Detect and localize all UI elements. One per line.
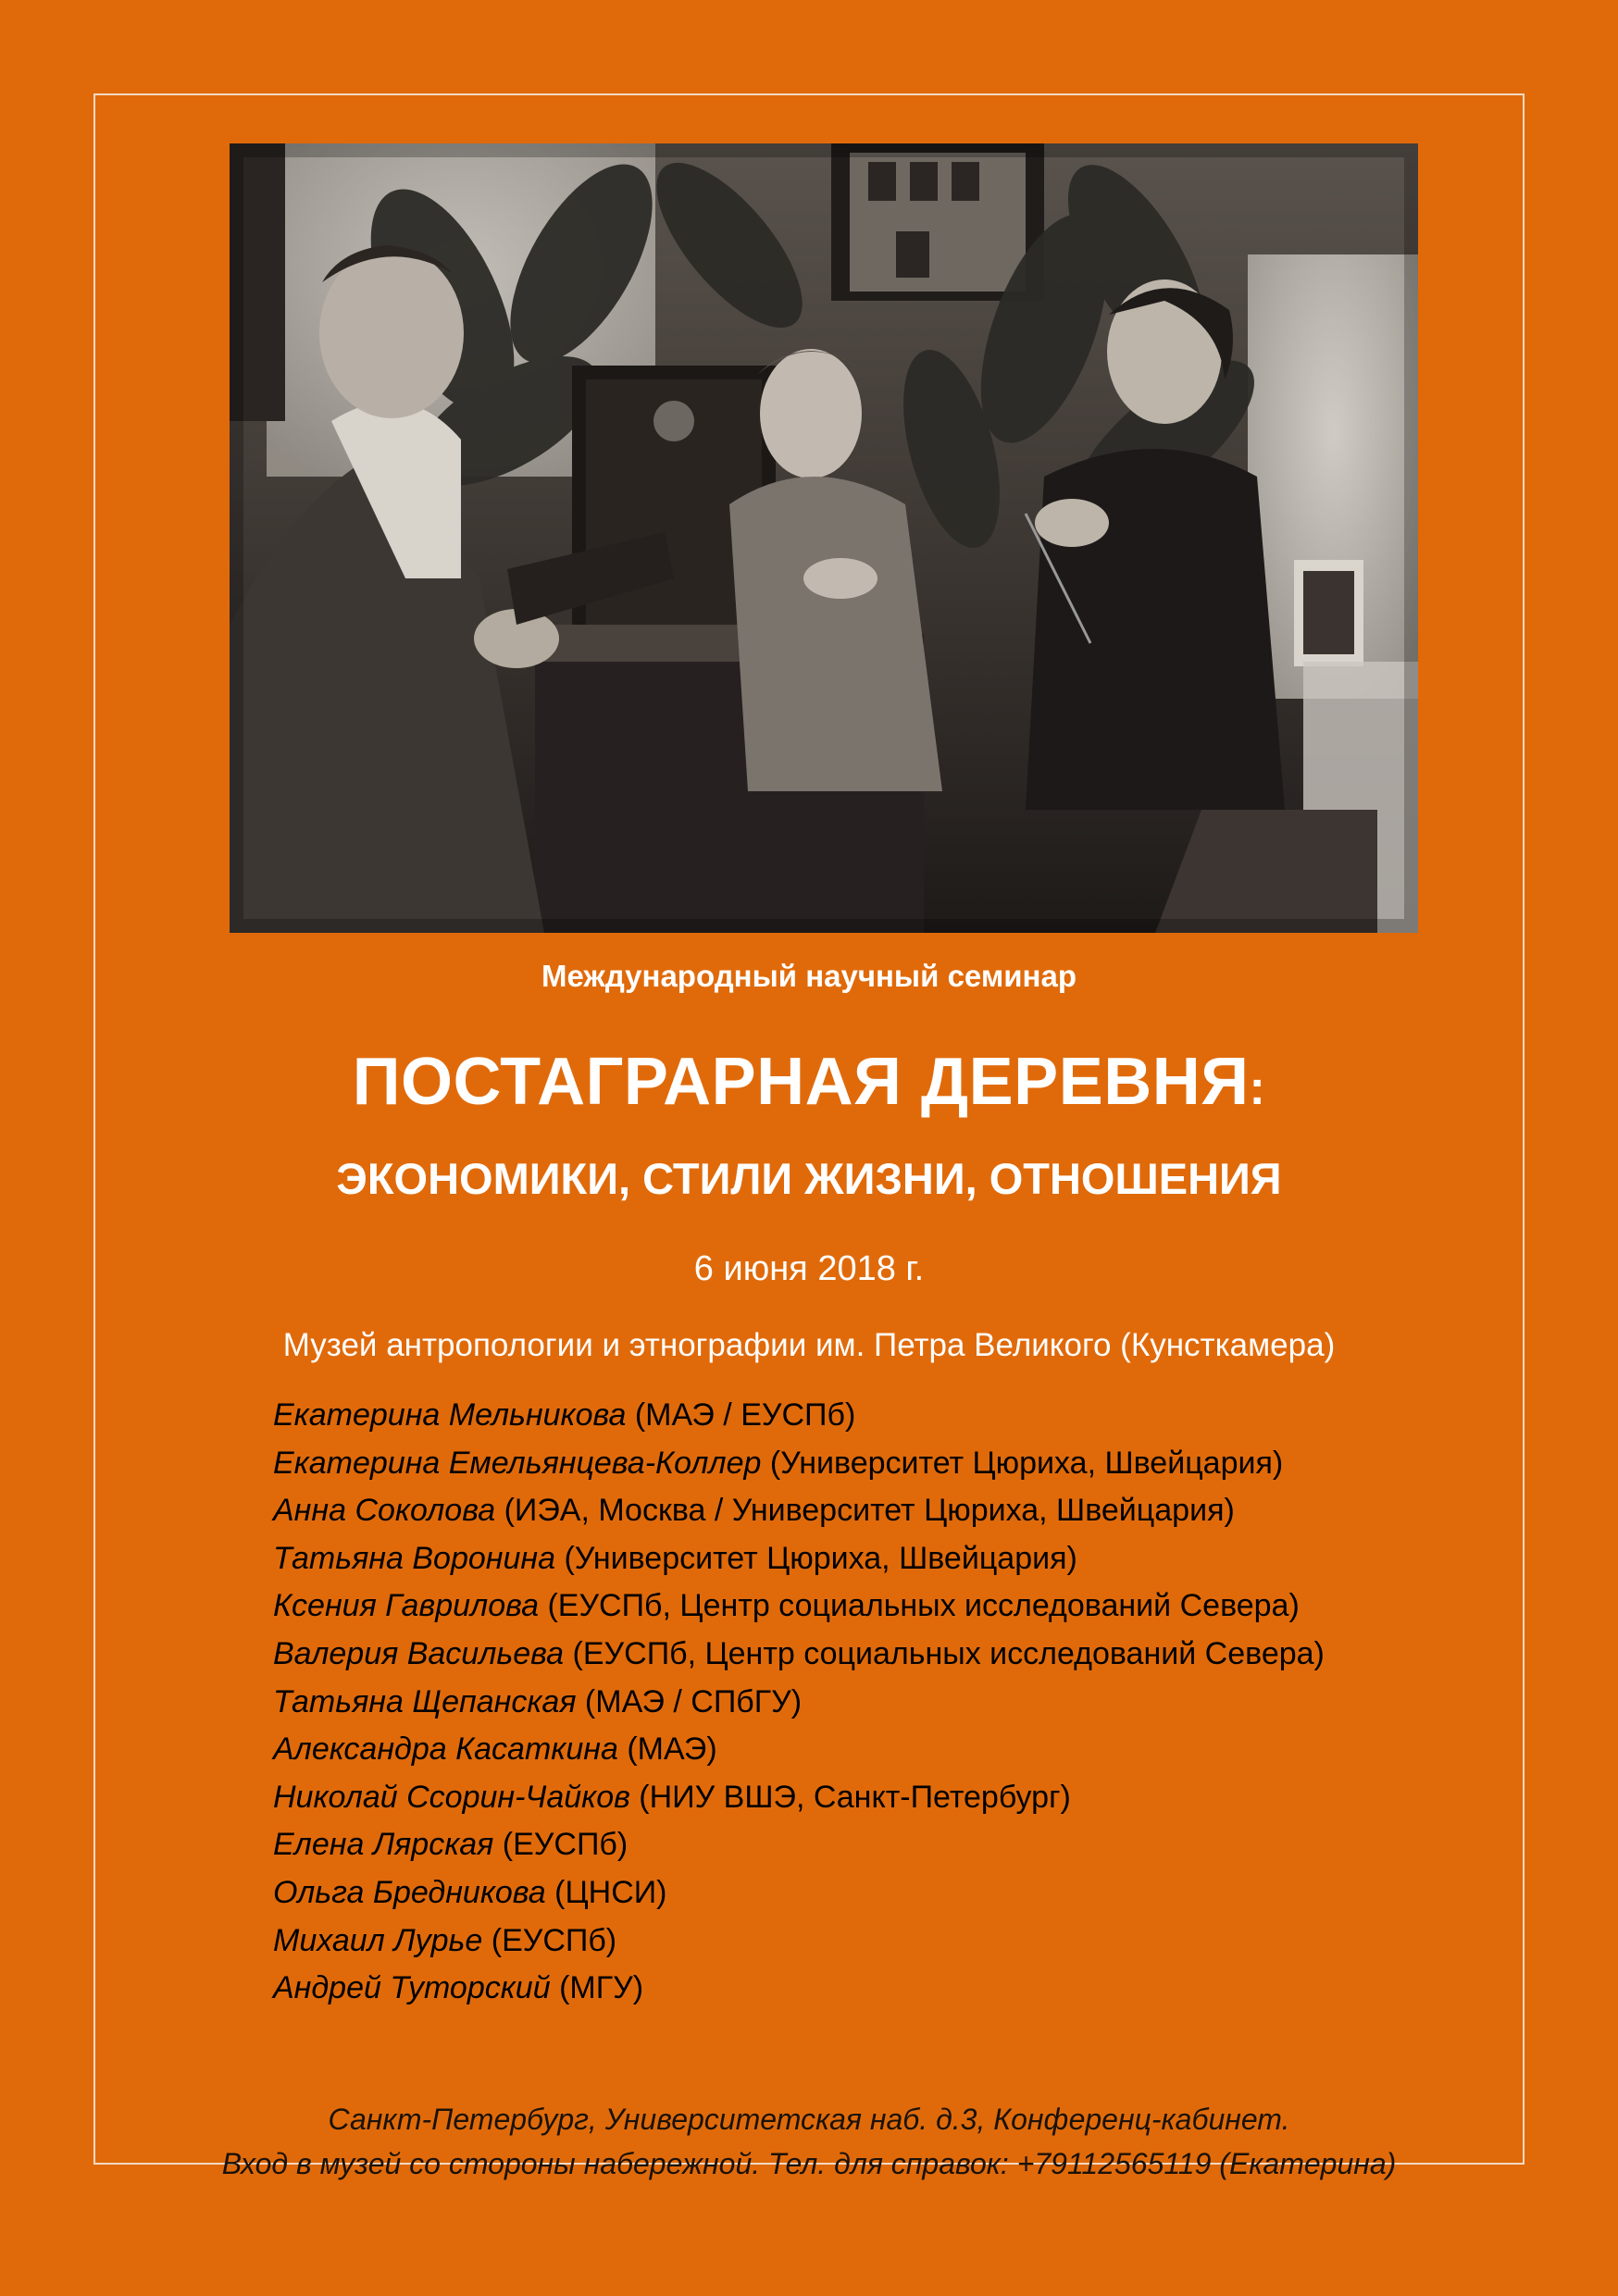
speaker-name: Валерия Васильева: [273, 1635, 565, 1671]
speaker-item: [273, 1392, 1458, 1440]
speaker-name: Елена Лярская: [273, 1827, 494, 1863]
speaker-affiliation: (ЦНСИ): [545, 1874, 667, 1910]
speaker-affiliation: (ЕУСПб, Центр социальных исследований Севера): [564, 1635, 1325, 1671]
seminar-type: Международный научный семинар: [541, 959, 1077, 993]
poster-title: [93, 1044, 1525, 1120]
speaker-item: [273, 1487, 1458, 1535]
speaker-item: [273, 1774, 1458, 1822]
speaker-affiliation: (МАЭ / СПбГУ): [576, 1683, 803, 1719]
title-text: ПОСТАГРАРНАЯ ДЕРЕВНЯ: [352, 1045, 1250, 1119]
speaker-item: [273, 1965, 1458, 2013]
speaker-name: Николай Ссорин-Чайков: [273, 1779, 630, 1815]
speaker-item: [273, 1679, 1458, 1727]
speaker-item: [273, 1631, 1458, 1679]
speaker-item: [273, 1440, 1458, 1488]
footer-address: Санкт-Петербург, Университетская наб. д.3, Конференц-кабинет.: [328, 2103, 1290, 2136]
title-colon: :: [1249, 1061, 1266, 1115]
speaker-name: Татьяна Щепанская: [273, 1683, 577, 1719]
speaker-name: Ксения Гаврилова: [273, 1588, 540, 1624]
speaker-name: Татьяна Воронина: [273, 1540, 556, 1576]
event-venue: Музей антропологии и этнографии им. Петра Великого (Кунсткамера): [282, 1327, 1336, 1363]
speaker-item: [273, 1821, 1458, 1869]
speaker-item: [273, 1535, 1458, 1583]
speaker-affiliation: (Университет Цюриха, Швейцария): [555, 1540, 1077, 1576]
speaker-item: [273, 1726, 1458, 1774]
speaker-affiliation: (МАЭ): [617, 1731, 717, 1768]
speaker-affiliation: (ЕУСПб): [493, 1827, 629, 1863]
speaker-item: [273, 1582, 1458, 1631]
poster-tagline: ЭКОНОМИКИ, СТИЛИ ЖИЗНИ, ОТНОШЕНИЯ: [336, 1154, 1282, 1203]
speaker-item: [273, 1869, 1458, 1917]
speaker-affiliation: (ЕУСПб, Центр социальных исследований Севера): [539, 1588, 1300, 1624]
speaker-affiliation: (МАЭ / ЕУСПб): [626, 1397, 856, 1433]
speaker-affiliation: (ЕУСПб): [482, 1922, 617, 1958]
speakers-list: [273, 1392, 1458, 2013]
archival-family-photo-icon: [230, 143, 1418, 933]
archival-photo: [230, 143, 1418, 933]
speaker-name: Екатерина Емельянцева-Коллер: [273, 1445, 762, 1481]
footer-contact: Вход в музей со стороны набережной. Тел. для справок: +79112565119 (Екатерина): [221, 2147, 1397, 2180]
speaker-affiliation: (ИЭА, Москва / Университет Цюриха, Швейцария): [495, 1493, 1235, 1529]
speaker-name: Андрей Туторский: [273, 1970, 551, 2006]
speaker-affiliation: (МГУ): [550, 1970, 644, 2006]
speaker-name: Александра Касаткина: [273, 1731, 618, 1768]
event-date: 6 июня 2018 г.: [693, 1249, 925, 1288]
speaker-item: [273, 1917, 1458, 1966]
speaker-affiliation: (Университет Цюриха, Швейцария): [761, 1445, 1284, 1481]
speaker-name: Анна Соколова: [273, 1493, 496, 1529]
speaker-name: Ольга Бредникова: [273, 1874, 546, 1910]
speaker-name: Михаил Лурье: [273, 1922, 483, 1958]
speaker-affiliation: (НИУ ВШЭ, Санкт-Петербург): [629, 1779, 1071, 1815]
speaker-name: Екатерина Мельникова: [273, 1397, 627, 1433]
